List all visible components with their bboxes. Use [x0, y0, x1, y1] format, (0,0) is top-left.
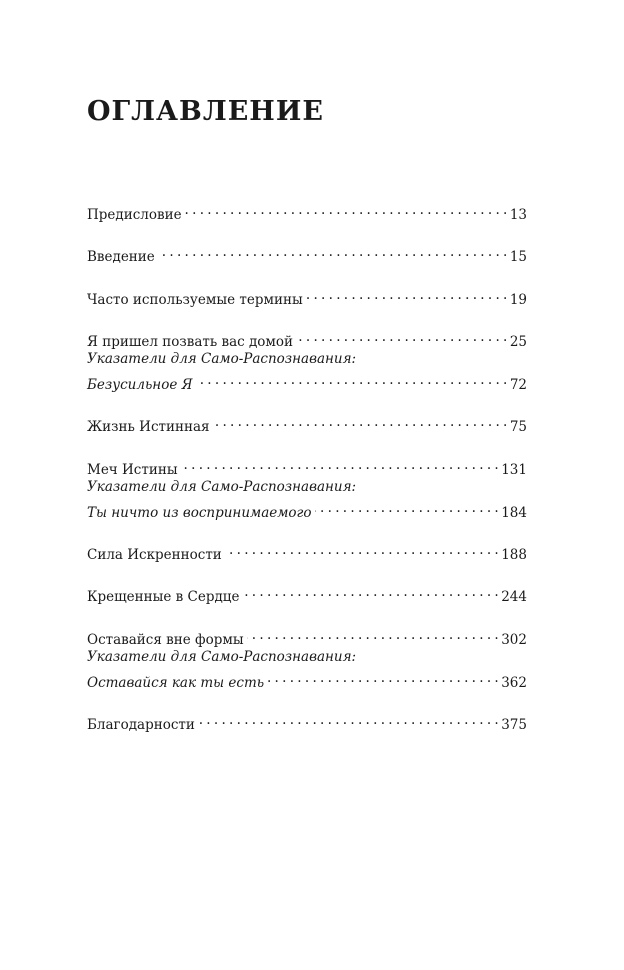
toc-entry-terms[interactable]: [87, 286, 527, 308]
toc-page-number: 375: [501, 717, 527, 733]
toc-entry-title: Благодарности: [87, 717, 195, 733]
toc-entry-effortless-self[interactable]: [87, 371, 527, 393]
toc-dot-leader: [185, 201, 507, 219]
toc-page-number: 15: [509, 249, 527, 265]
toc-entry-baptized[interactable]: [87, 583, 527, 605]
page-title: ОГЛАВЛЕНИЕ: [87, 96, 324, 127]
toc-entry-title: Введение: [87, 249, 155, 265]
toc-entry-sword-of-truth[interactable]: [87, 456, 527, 478]
toc-dot-leader: [306, 286, 507, 304]
toc-entry-subtitle: Указатели для Само-Распознавания:: [87, 649, 357, 665]
toc-entry-as-you-are[interactable]: [87, 669, 527, 691]
toc-entry-title: Жизнь Истинная: [87, 419, 210, 435]
toc-dot-leader: [196, 371, 507, 389]
toc-page-number: 244: [501, 589, 527, 605]
toc-entry-preface[interactable]: [87, 201, 527, 223]
toc-dot-leader: [225, 541, 498, 559]
toc-page-number: 188: [501, 547, 527, 563]
toc-entry-true-life[interactable]: [87, 413, 527, 435]
toc-dot-leader: [181, 456, 499, 474]
toc-dot-leader: [315, 499, 499, 517]
toc-dot-leader: [198, 711, 498, 729]
toc-entry-introduction[interactable]: [87, 243, 527, 265]
toc-entry-title: Крещенные в Сердце: [87, 589, 240, 605]
toc-page-number: 13: [509, 207, 527, 223]
toc-entry-title: Оставайся вне формы: [87, 632, 244, 648]
toc-entry-acknowledgements[interactable]: [87, 711, 527, 733]
toc-entry-subtitle: Указатели для Само-Распознавания:: [87, 351, 357, 367]
toc-entry-title: Ты ничто из воспринимаемого: [87, 505, 312, 521]
toc-entry-subtitle: Указатели для Само-Распознавания:: [87, 479, 357, 495]
toc-entry-outside-form[interactable]: [87, 626, 527, 648]
toc-dot-leader: [247, 626, 499, 644]
toc-page-number: 25: [509, 334, 527, 350]
toc-entry-come-home[interactable]: [87, 328, 527, 350]
toc-entry-title: Я пришел позвать вас домой: [87, 334, 294, 350]
toc-page-number: 362: [501, 675, 527, 691]
toc-dot-leader: [296, 328, 507, 346]
toc-page-number: 75: [509, 419, 527, 435]
toc-page-number: 131: [501, 462, 527, 478]
toc-entry-title: Меч Истины: [87, 462, 178, 478]
toc-dot-leader: [213, 413, 507, 431]
toc-entry-title: Безусильное Я: [87, 377, 193, 393]
toc-page-number: 72: [509, 377, 527, 393]
toc-page-number: 302: [501, 632, 527, 648]
toc-page-number: 184: [501, 505, 527, 521]
toc-dot-leader: [267, 669, 498, 687]
toc-entry-title: Сила Искренности: [87, 547, 222, 563]
toc-entry-sincerity[interactable]: [87, 541, 527, 563]
toc-entry-title: Предисловие: [87, 207, 182, 223]
toc-entry-title: Оставайся как ты есть: [87, 675, 265, 691]
toc-entry-title: Часто используемые термины: [87, 292, 303, 308]
toc-dot-leader: [242, 583, 498, 601]
toc-dot-leader: [158, 243, 507, 261]
toc-entry-nothing-perceived[interactable]: [87, 499, 527, 521]
toc-page-number: 19: [509, 292, 527, 308]
